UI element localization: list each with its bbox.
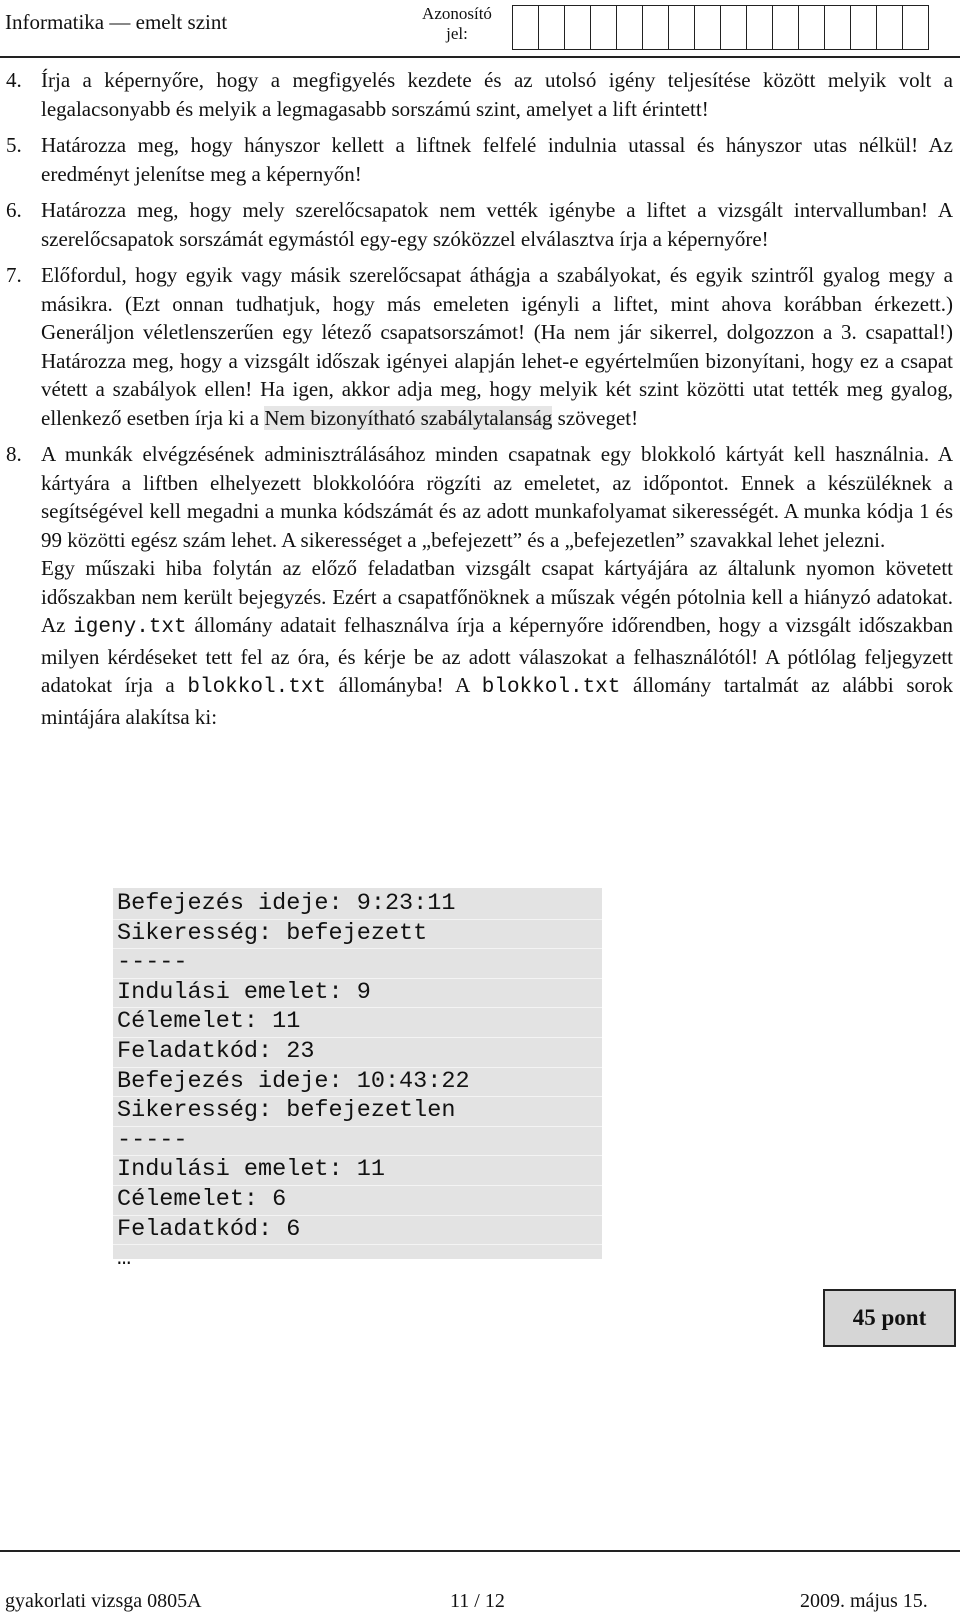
code-line: ----- bbox=[113, 1126, 602, 1156]
task-number: 6. bbox=[6, 198, 22, 222]
task-text: Határozza meg, hogy mely szerelőcsapatok nem vették igénybe a liftet a vizsgált intervallumban! A szerelőcsapatok sorszámát egymástól egy-egy szóközzel elválasztva írja a képernyőre! bbox=[41, 198, 953, 251]
code-line: Célemelet: 6 bbox=[113, 1185, 602, 1215]
code-line: Indulási emelet: 9 bbox=[113, 978, 602, 1008]
id-box[interactable] bbox=[720, 5, 747, 50]
code-line: Sikeresség: befejezetlen bbox=[113, 1096, 602, 1126]
code-line: Befejezés ideje: 10:43:22 bbox=[113, 1067, 602, 1097]
task-paragraph-2 bbox=[41, 554, 953, 731]
task-text bbox=[41, 261, 953, 432]
id-box[interactable] bbox=[876, 5, 903, 50]
highlighted-output-text: Nem bizonyítható szabálytalanság bbox=[264, 405, 553, 430]
task-item-7 bbox=[0, 261, 960, 432]
task-text bbox=[41, 440, 953, 731]
id-box[interactable] bbox=[512, 5, 539, 50]
footer-exam-code: gyakorlati vizsga 0805A bbox=[5, 1590, 202, 1612]
task-text-part: szöveget! bbox=[552, 405, 639, 430]
footer-page-number: 11 / 12 bbox=[450, 1590, 505, 1612]
id-boxes bbox=[512, 5, 928, 50]
page-header bbox=[0, 0, 960, 58]
code-line: Indulási emelet: 11 bbox=[113, 1155, 602, 1185]
code-line: … bbox=[113, 1244, 602, 1274]
id-box[interactable] bbox=[772, 5, 799, 50]
code-line: Célemelet: 11 bbox=[113, 1007, 602, 1037]
code-line: Feladatkód: 23 bbox=[113, 1037, 602, 1067]
task-text-part: állomány adatait felhasználva írja a képernyőre időrendben, hogy a vizsgált időszakban milyen kérdéseket tett fel az óra, és kérje be az adott válaszokat a felhasználótól! A pótlólag feljegyzett adatokat írja a bbox=[41, 613, 953, 697]
task-item-5 bbox=[0, 131, 960, 188]
points-box: 45 pont bbox=[823, 1289, 956, 1347]
code-line: ----- bbox=[113, 948, 602, 978]
task-number: 8. bbox=[6, 442, 22, 466]
task-item-8 bbox=[0, 440, 960, 731]
id-box[interactable] bbox=[694, 5, 721, 50]
id-label bbox=[419, 4, 495, 44]
id-box[interactable] bbox=[590, 5, 617, 50]
task-list bbox=[0, 66, 960, 731]
code-line: Sikeresség: befejezett bbox=[113, 919, 602, 949]
header-divider bbox=[0, 56, 960, 58]
id-box[interactable] bbox=[746, 5, 773, 50]
id-box[interactable] bbox=[668, 5, 695, 50]
task-text: Írja a képernyőre, hogy a megfigyelés kezdete és az utolsó igény teljesítése között melyik volt a legalacsonyabb és melyik a legmagasabb sorszámú szint, amelyet a lift érintett! bbox=[41, 68, 953, 121]
file-name: igeny.txt bbox=[73, 616, 187, 639]
task-number: 4. bbox=[6, 68, 22, 92]
footer-divider bbox=[0, 1550, 960, 1552]
id-box[interactable] bbox=[824, 5, 851, 50]
id-label-line-2: jel: bbox=[446, 24, 468, 43]
id-box[interactable] bbox=[798, 5, 825, 50]
id-box[interactable] bbox=[616, 5, 643, 50]
task-text-part: állomány tartalmát az alábbi sorok mintájára alakítsa ki: bbox=[41, 673, 953, 729]
header-title: Informatika — emelt szint bbox=[5, 10, 228, 34]
id-label-line-1: Azonosító bbox=[422, 4, 492, 23]
task-text-part: Egy műszaki hiba folytán az előző feladatban vizsgált csapat kártyájára az általunk nyomon követett időszakban nem került bejegyzés. Ezért a csapatfőnöknek a műszak végén pótolnia kell a hiányzó adatokat. Az bbox=[41, 556, 953, 637]
id-box[interactable] bbox=[564, 5, 591, 50]
task-text-part: állományba! A bbox=[326, 673, 482, 697]
task-paragraph-1: A munkák elvégzésének adminisztrálásához minden csapatnak egy blokkoló kártyát kell használnia. A kártyára a liftben elhelyezett blokkolóóra rögzíti az emeletet, az időpontot. Ennek a készüléknek a segítségével kell megadni a munka kódszámát és az adott munkafolyamat sikerességét. A munka kódja 1 és 99 közötti egész szám lehet. A sikerességet a „befejezett” és a „befejezetlen” szavakkal lehet jelezni. bbox=[41, 442, 953, 552]
task-item-4 bbox=[0, 66, 960, 123]
task-number: 5. bbox=[6, 133, 22, 157]
code-line: Feladatkód: 6 bbox=[113, 1215, 602, 1245]
file-name: blokkol.txt bbox=[187, 676, 326, 699]
sample-output-block bbox=[113, 888, 602, 1273]
task-text: Határozza meg, hogy hányszor kellett a liftnek felfelé indulnia utassal és hányszor utas nélkül! Az eredményt jelenítse meg a képernyőn! bbox=[41, 133, 953, 186]
task-number: 7. bbox=[6, 263, 22, 287]
task-item-6 bbox=[0, 196, 960, 253]
footer-date: 2009. május 15. bbox=[800, 1590, 928, 1612]
file-name: blokkol.txt bbox=[481, 676, 621, 699]
id-box[interactable] bbox=[850, 5, 877, 50]
id-box[interactable] bbox=[538, 5, 565, 50]
task-text-part: Előfordul, hogy egyik vagy másik szerelőcsapat áthágja a szabályokat, és egyik szintről gyalog megy a másikra. (Ezt onnan tudhatjuk, hogy más emeleten igényli a liftet, mint ahova korábban érkezett.) Generáljon véletlenszerűen egy létező csapatsorszámot! (Ha nem jár sikerrel, dolgozzon a 3. csapattal!) Határozza meg, hogy a vizsgált időszak igényei alapján lehet-e egyértelműen bizonyítani, hogy ez a csapat vétett a szabályok ellen! Ha igen, akkor adja meg, hogy melyik két szint közötti utat tették meg gyalog, ellenkező esetben írja ki a bbox=[41, 263, 953, 430]
id-box[interactable] bbox=[642, 5, 669, 50]
code-line: Befejezés ideje: 9:23:11 bbox=[117, 890, 456, 917]
id-box[interactable] bbox=[902, 5, 929, 50]
